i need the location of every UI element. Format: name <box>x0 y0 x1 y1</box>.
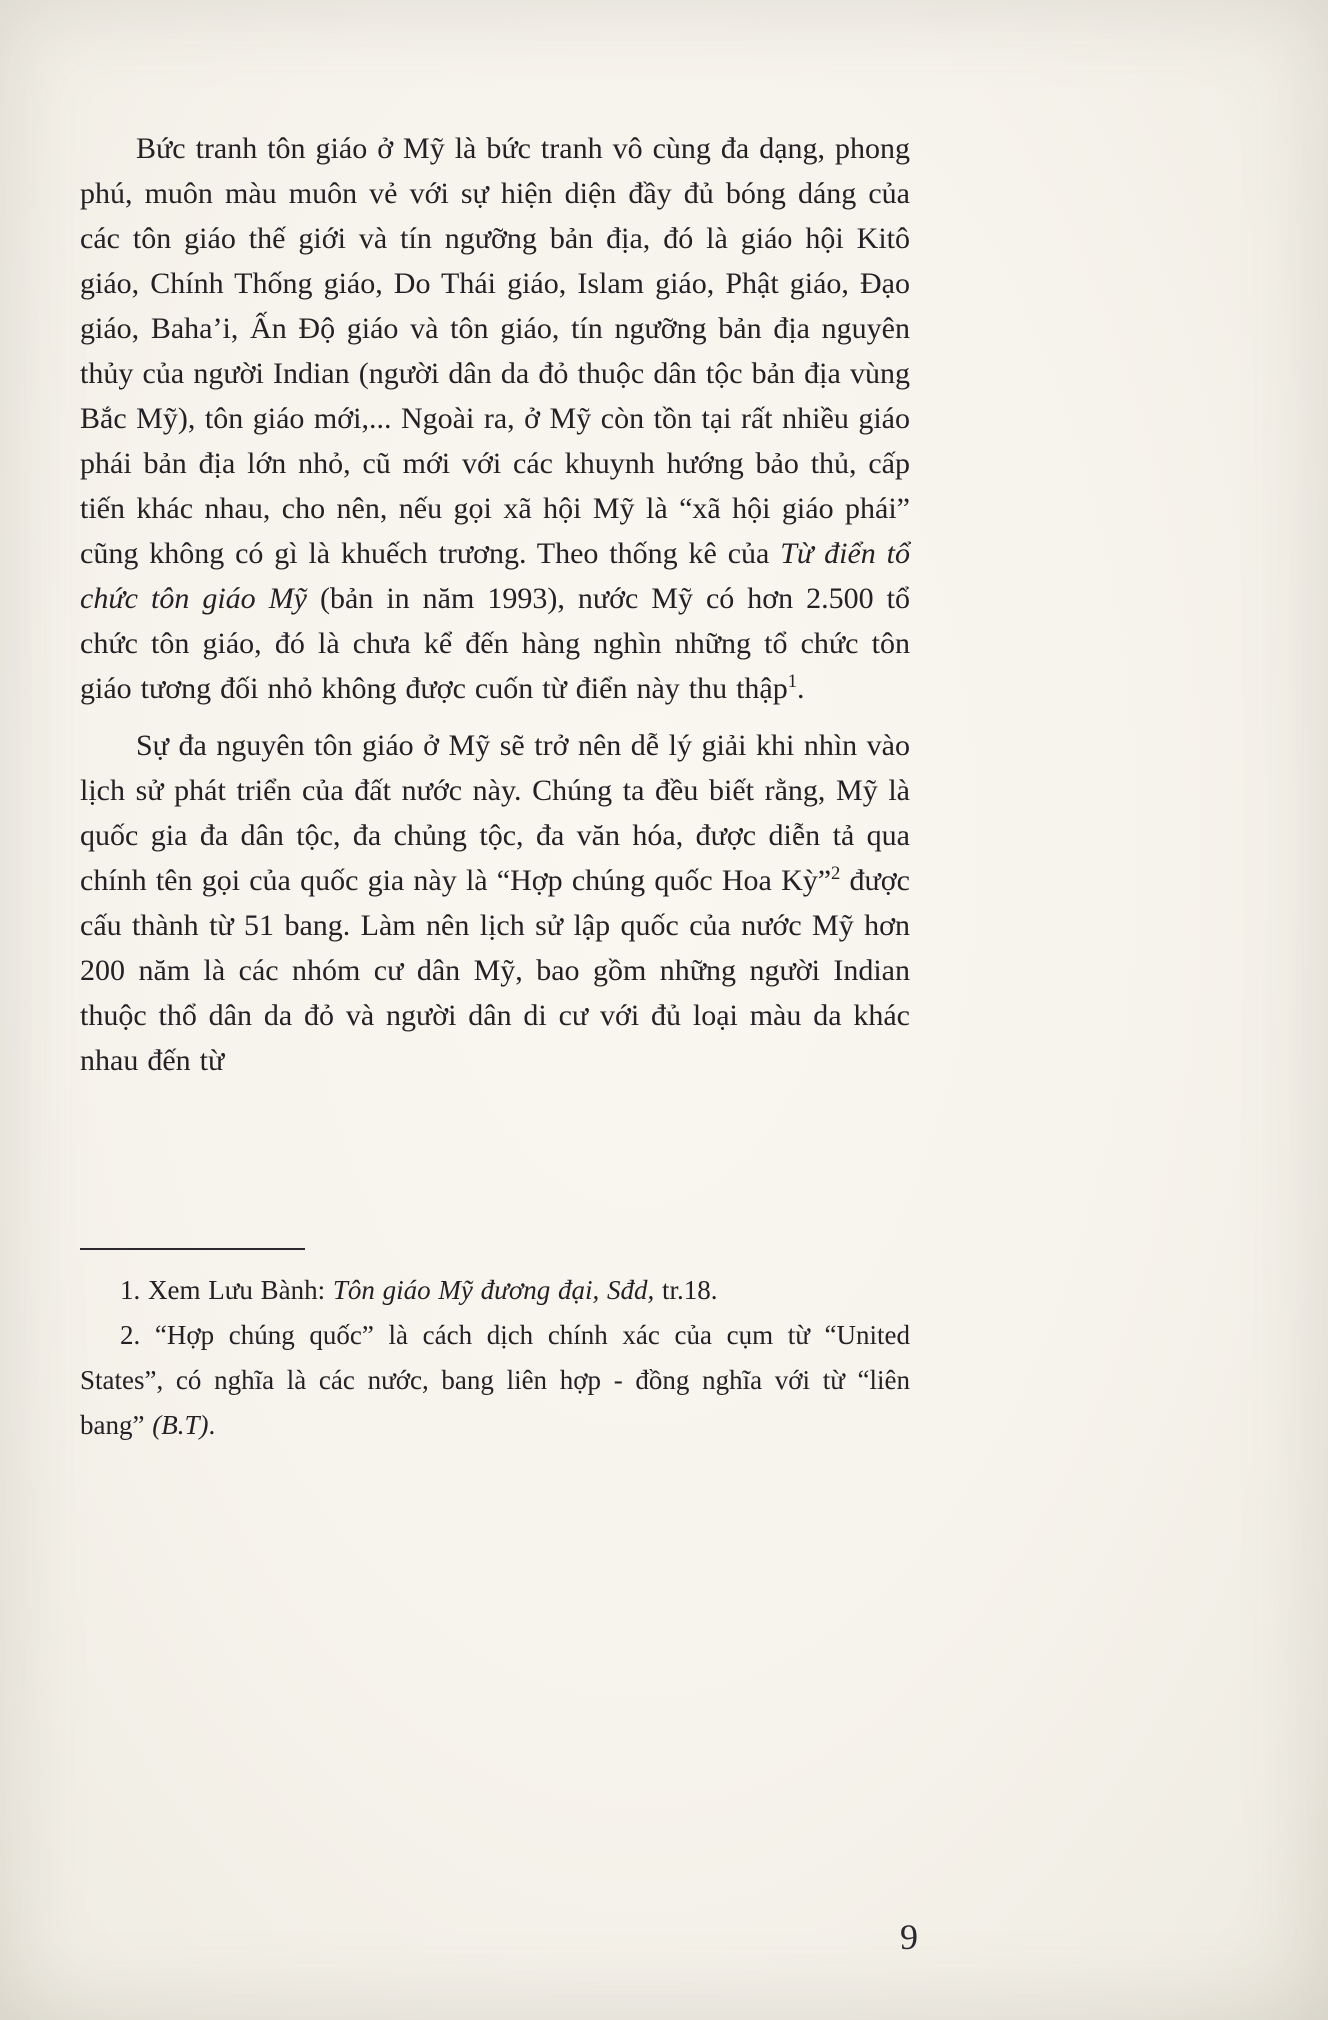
footnote-1 <box>80 1268 910 1313</box>
paragraph-2 <box>80 723 910 1083</box>
footnote-separator-rule <box>80 1248 305 1250</box>
book-title-italic: Từ điển tổ chức tôn giáo Mỹ <box>80 537 910 615</box>
fn2-text-before-italic: 2. “Hợp chúng quốc” là cách dịch chính xác của cụm từ “United States”, có nghĩa là các nước, bang liên hợp - đồng nghĩa với từ “liên bang” <box>80 1320 910 1440</box>
p2-text-before-ref: Sự đa nguyên tôn giáo ở Mỹ sẽ trở nên dễ lý giải khi nhìn vào lịch sử phát triển của đất nước này. Chúng ta đều biết rằng, Mỹ là quốc gia đa dân tộc, đa chủng tộc, đa văn hóa, được diễn tả qua chính tên gọi của quốc gia này là “Hợp chúng quốc Hoa Kỳ” <box>80 729 910 897</box>
body-text-block <box>80 126 910 1083</box>
fn1-text-before-italic: 1. Xem Lưu Bành: <box>120 1275 333 1305</box>
p1-closing-period: . <box>797 672 805 705</box>
footnote-2 <box>80 1313 910 1448</box>
p1-text-before-title: Bức tranh tôn giáo ở Mỹ là bức tranh vô cùng đa dạng, phong phú, muôn màu muôn vẻ với sự hiện diện đầy đủ bóng dáng của các tôn giáo thế giới và tín ngưỡng bản địa, đó là giáo hội Kitô giáo, Chính Thống giáo, Do Thái giáo, Islam giáo, Phật giáo, Đạo giáo, Baha’i, Ấn Độ giáo và tôn giáo, tín ngưỡng bản địa nguyên thủy của người Indian (người dân da đỏ thuộc dân tộc bản địa vùng Bắc Mỹ), tôn giáo mới,... Ngoài ra, ở Mỹ còn tồn tại rất nhiều giáo phái bản địa lớn nhỏ, cũ mới với các khuynh hướng bảo thủ, cấp tiến khác nhau, cho nên, nếu gọi xã hội Mỹ là “xã hội giáo phái” cũng không có gì là khuếch trương. Theo thống kê của <box>80 132 910 570</box>
footnote-ref-1: 1 <box>787 671 798 692</box>
paragraph-1 <box>80 126 910 711</box>
fn1-text-after-italic: tr.18. <box>654 1275 718 1305</box>
fn2-closing-period: . <box>208 1410 216 1440</box>
page-number: 9 <box>900 1917 918 1957</box>
p2-text-after-ref: được cấu thành từ 51 bang. Làm nên lịch sử lập quốc của nước Mỹ hơn 200 năm là các nhóm cư dân Mỹ, bao gồm những người Indian thuộc thổ dân da đỏ và người dân di cư với đủ loại màu da khác nhau đến từ <box>80 864 910 1077</box>
p1-text-after-title: (bản in năm 1993), nước Mỹ có hơn 2.500 tổ chức tôn giáo, đó là chưa kể đến hàng nghìn những tổ chức tôn giáo tương đối nhỏ không được cuốn từ điển này thu thập <box>80 582 910 705</box>
fn2-editor-note-italic: (B.T) <box>152 1410 209 1440</box>
footnotes-section <box>80 1248 910 1448</box>
footnote-ref-2: 2 <box>831 863 841 884</box>
fn1-cited-work-italic: Tôn giáo Mỹ đương đại, Sđd, <box>332 1275 655 1305</box>
